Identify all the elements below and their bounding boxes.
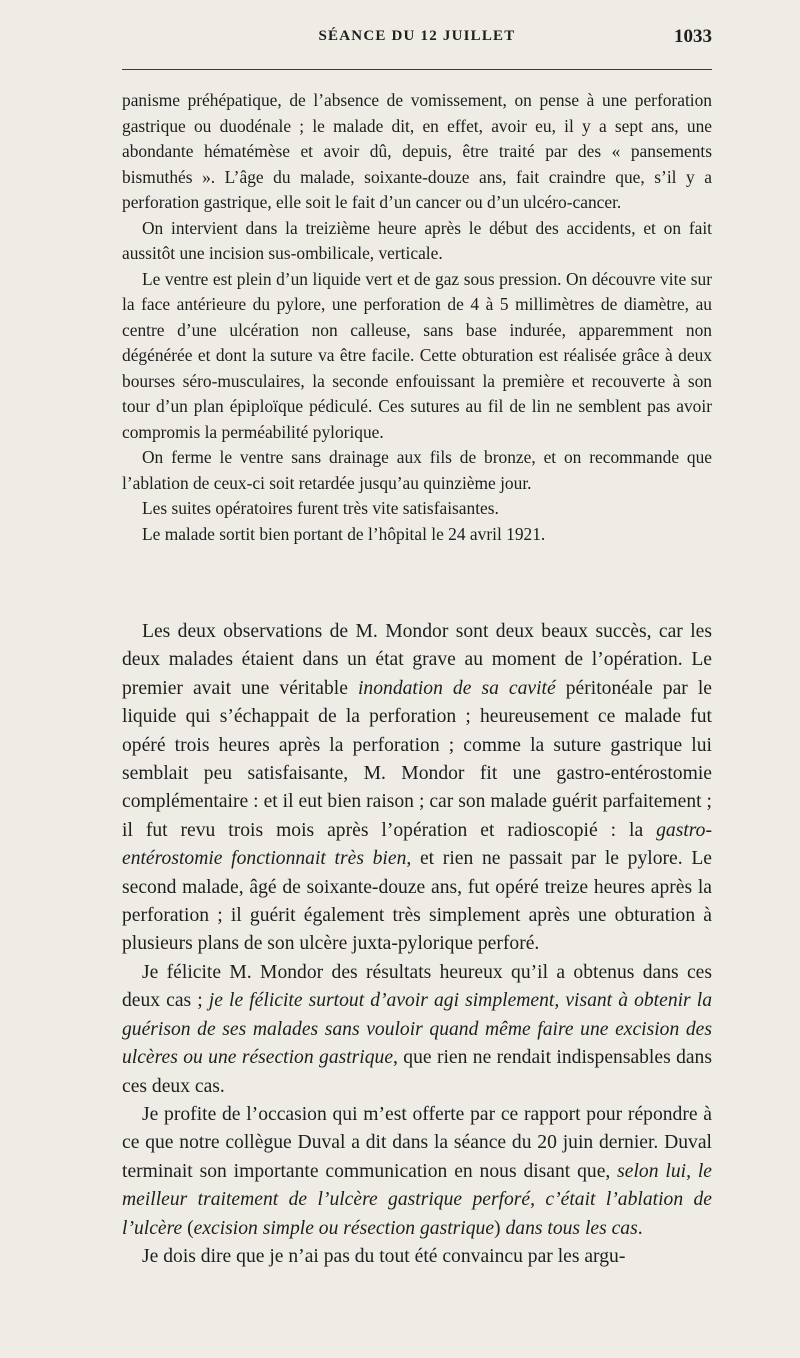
text-run: , que rien ne rendait indispensables dans ces deux cas.	[122, 1047, 712, 1097]
running-head: SÉANCE DU 12 JUILLET	[318, 28, 516, 44]
text-run: péritonéale par le liquide qui s’échappait de la perforation ; heureusement ce malade fut opéré trois heures après la perforation ; comme la suture gastrique lui semblait peu satisfaisante, M. Mondor fit une gastro-entérostomie complémentaire : et il eut bien raison ; car son malade guérit parfaitement ; il fut revu trois mois après l’opération et radioscopié : la	[122, 677, 713, 841]
page-header	[122, 26, 712, 50]
observation-paragraph: panisme préhépatique, de l’absence de vomissement, on pense à une perforation gastrique ou duodénale ; le malade dit, en effet, avoir eu, il y a sept ans, une abondante hématémèse et avoir dû, depuis, être traité par des « pansements bismuthés ». L’âge du malade, soixante-douze ans, fait craindre que, s’il y a perforation gastrique, elle soit le fait d’un cancer ou d’un ulcéro-cancer.	[122, 90, 712, 212]
observation-paragraph: On intervient dans la treizième heure après le début des accidents, et on fait aussitôt une incision sus-ombilicale, verticale.	[122, 217, 712, 263]
text-run: Les deux observations de M. Mondor sont deux beaux succès, car les deux malades étaient dans un état grave au moment de l’opération. Le premier avait une véritable	[122, 621, 712, 699]
observation-paragraph: Le ventre est plein d’un liquide vert et de gaz sous pression. On découvre vite sur la face antérieure du pylore, une perforation de 4 à 5 millimètres de diamètre, au centre d’une ulcération non calleuse, sans base indurée, apparemment non dégénérée et dont la suture va être facile. Cette obturation est réalisée grâce à deux bourses séro-musculaires, la seconde enfouissant la première et recouverte à son tour d’un plan épiploïque pédiculé. Ces sutures au fil de lin ne semblent pas avoir compromis la perméabilité pylorique.	[122, 268, 712, 442]
header-rule	[122, 69, 712, 70]
italic-run: excision simple ou résection gastrique	[193, 1217, 495, 1239]
report-paragraph	[122, 959, 712, 1101]
page-number: 1033	[674, 26, 712, 47]
text-run: .	[637, 1217, 643, 1239]
text-run: )	[494, 1217, 506, 1239]
italic-run: dans tous les cas	[505, 1217, 638, 1239]
observation-paragraph: Les suites opératoires furent très vite satisfaisantes.	[142, 498, 499, 518]
italic-run: gastro-entérostomie fonctionnait très bien	[122, 819, 712, 870]
observation-text	[122, 88, 712, 547]
report-paragraph	[122, 618, 712, 959]
italic-run: inondation de sa cavité	[357, 677, 556, 699]
text-run: Je profite de l’occasion qui m’est offerte par ce rapport pour répondre à ce que notre collègue Duval a dit dans la séance du 20 juin dernier. Duval terminait son importante communication en nous disant que,	[122, 1103, 712, 1182]
report-text	[122, 618, 712, 1271]
text-run: , et rien ne passait par le pylore. Le second malade, âgé de soixante-douze ans, fut opéré treize heures après la perforation ; il guérit également très simplement après une obturation à plusieurs plans de son ulcère juxta-pylorique perforé.	[122, 848, 712, 955]
report-paragraph: Je dois dire que je n’ai pas du tout été convaincu par les argu-	[142, 1245, 626, 1267]
text-run: (	[182, 1217, 194, 1239]
text-run: Je félicite M. Mondor des résultats heureux qu’il a obtenus dans ces deux cas ;	[122, 961, 712, 1012]
report-paragraph	[122, 1101, 712, 1243]
observation-paragraph: Le malade sortit bien portant de l’hôpital le 24 avril 1921.	[142, 523, 546, 544]
italic-run: selon lui, le meilleur traitement de l’ulcère gastrique perforé, c’était l’ablation de l’ulcère	[122, 1160, 712, 1239]
observation-paragraph: On ferme le ventre sans drainage aux fils de bronze, et on recommande que l’ablation de ceux-ci soit retardée jusqu’au quinzième jour.	[122, 447, 712, 493]
italic-run: je le félicite surtout d’avoir agi simplement, visant à obtenir la guérison de ses malades sans vouloir quand même faire une excision des ulcères ou une résection gastrique	[122, 990, 713, 1069]
